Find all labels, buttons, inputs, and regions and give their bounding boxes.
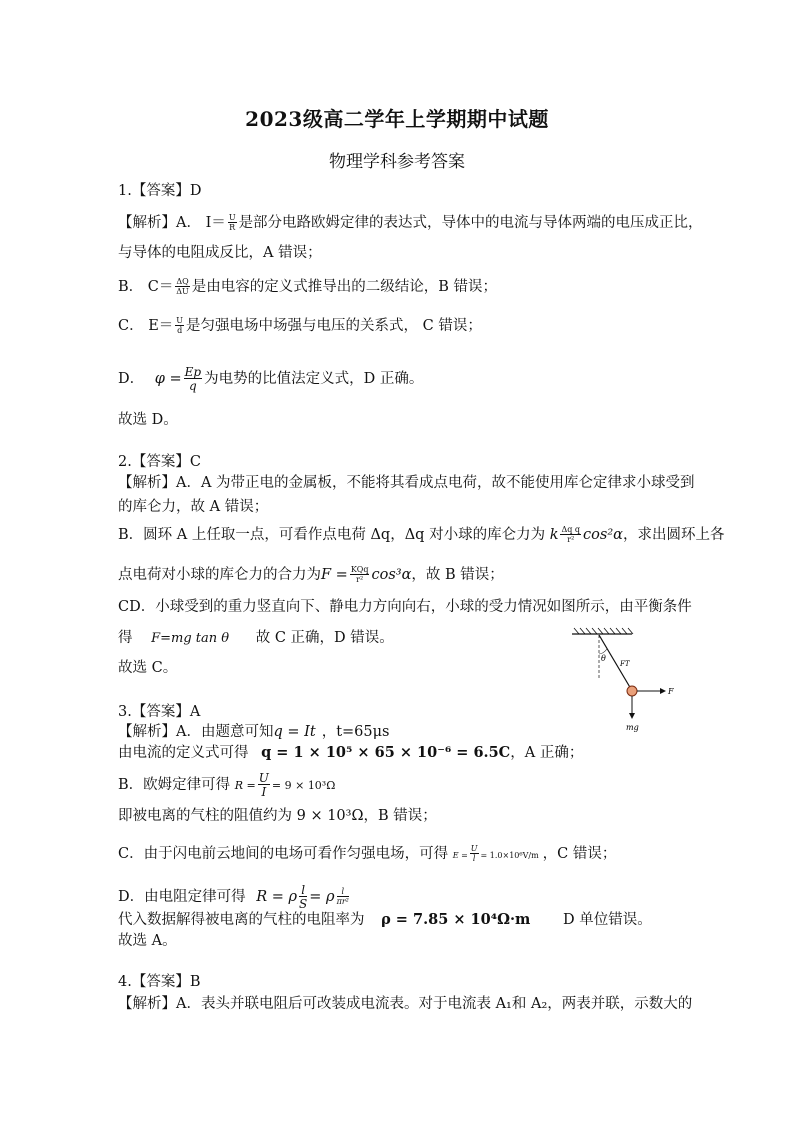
q1-a-text: 是部分电路欧姆定律的表达式，导体中的电流与导体两端的电压成正比， [238, 215, 703, 231]
q3-analysis-d2: 代入数据解得被电离的气柱的电阻率为 ρ = 7.85 × 10⁴Ω·m D 单位错误。 [118, 911, 652, 928]
q1-analysis-a [118, 213, 703, 233]
q3-c-fraction: $\frac{U}{l}$ [470, 844, 478, 863]
q3-analysis-b: B．欧姆定律可得 R = $\frac{U}{I}$ = 9 × 10³Ω [118, 771, 336, 799]
charged-ball [627, 686, 637, 696]
q4-analysis-a: 【解析】A．表头并联电阻后可改装成电流表。对于电流表 A₁和 A₂，两表并联，示数大的 [118, 996, 693, 1012]
q3-header: 3.【答案】A [118, 704, 201, 720]
q1-analysis-c: C． E＝ $\frac{U}{d}$ 是匀强电场中场强与电压的关系式， C 错误； [118, 316, 482, 335]
q3-analysis-b2: 即被电离的气柱的阻值约为 9 × 10³Ω，B 错误； [118, 808, 437, 824]
q3-conclusion: 故选 A。 [118, 933, 177, 949]
q2-conclusion: 故选 C。 [118, 660, 178, 676]
force-f-label: F [668, 687, 674, 696]
q3-b-fraction: $\frac{U}{I}$ [258, 771, 269, 799]
q1-c-fraction: $\frac{U}{d}$ [176, 316, 184, 335]
force-diagram [566, 626, 686, 738]
force-f-arrowhead [660, 688, 666, 694]
gravity-arrowhead [629, 713, 635, 719]
q2-analysis-b: B．圆环 A 上任取一点，可看作点电荷 Δq，Δq 对小球的库仑力为 k $\frac{\text{Δq q}}{\text{r²}}$ cos²α，求出圆环上各 [118, 525, 725, 544]
q2-analysis-cd-line1: CD．小球受到的重力竖直向下、静电力方向向右，小球的受力情况如图所示，由平衡条件 [118, 599, 692, 615]
q1-analysis-d: D． φ = $\frac{Ep}{q}$ 为电势的比值法定义式，D 正确。 [118, 365, 424, 393]
gravity-label: mg [626, 723, 639, 732]
q2-analysis-a-line1: 【解析】A．A 为带正电的金属板，不能将其看成点电荷，故不能使用库仑定律求小球受到 [118, 475, 695, 491]
q1-analysis-a-cont: 与导体的电阻成反比，A 错误； [118, 245, 322, 261]
q1-analysis-b: B． C＝ $\frac{\Delta Q}{\Delta U}$ 是由电容的定义式推导出的二级结论，B 错误； [118, 277, 497, 296]
q2-b-fraction2: $\frac{\text{KQq}}{\text{r²}}$ [350, 565, 369, 584]
q2-analysis-b-line2: 点电荷对小球的库仑力的合力为F = $\frac{\text{KQq}}{\text{r²}}$ cos³α，故 B 错误； [118, 565, 504, 584]
q4-header: 4.【答案】B [118, 974, 201, 990]
q2-header: 2.【答案】C [118, 454, 201, 470]
theta-label: θ [601, 654, 606, 663]
q1-conclusion: 故选 D。 [118, 412, 178, 428]
tension-label: FT [620, 660, 630, 668]
ceiling-hatch [574, 628, 633, 634]
q2-analysis-a-line2: 的库仑力，故 A 错误； [118, 499, 269, 515]
q3-analysis-c: C．由于闪电前云地间的电场可看作匀强电场，可得 E = $\frac{U}{l}$ = 1.0×10⁶V/m ，C 错误； [118, 844, 617, 863]
page-title: 2023级高二学年上学期期中试题 [245, 107, 549, 131]
q1-a-fraction: $\frac{U}{R}$ [228, 213, 236, 232]
q3-d-fraction1: $\frac{l}{S}$ [299, 883, 308, 911]
q2-b-fraction: $\frac{\text{Δq q}}{\text{r²}}$ [561, 525, 581, 544]
q3-analysis-a: 【解析】A．由题意可知q = It ，t=65μs [118, 724, 390, 740]
q1-b-fraction: $\frac{\Delta Q}{\Delta U}$ [176, 277, 189, 296]
q1-d-fraction: $\frac{Ep}{q}$ [184, 365, 202, 393]
q1-header: 1.【答案】D [118, 183, 202, 199]
q3-analysis-a2: 由电流的定义式可得 q = 1 × 10⁵ × 65 × 10⁻⁶ = 6.5C，A 正确； [118, 744, 584, 761]
page-subtitle: 物理学科参考答案 [329, 152, 465, 172]
q3-d-fraction2: $\frac{l}{\text{πr²}}$ [336, 887, 349, 906]
q2-analysis-cd-line2: 得 F=mg tan θ 故 C 正确，D 错误。 [118, 630, 394, 646]
q1-a-prefix: 【解析】A． I＝ [118, 215, 226, 231]
q3-analysis-d: D．由电阻定律可得 R = ρ $\frac{l}{S}$ = ρ $\frac{l}{\text{πr²}}$ [118, 883, 349, 911]
